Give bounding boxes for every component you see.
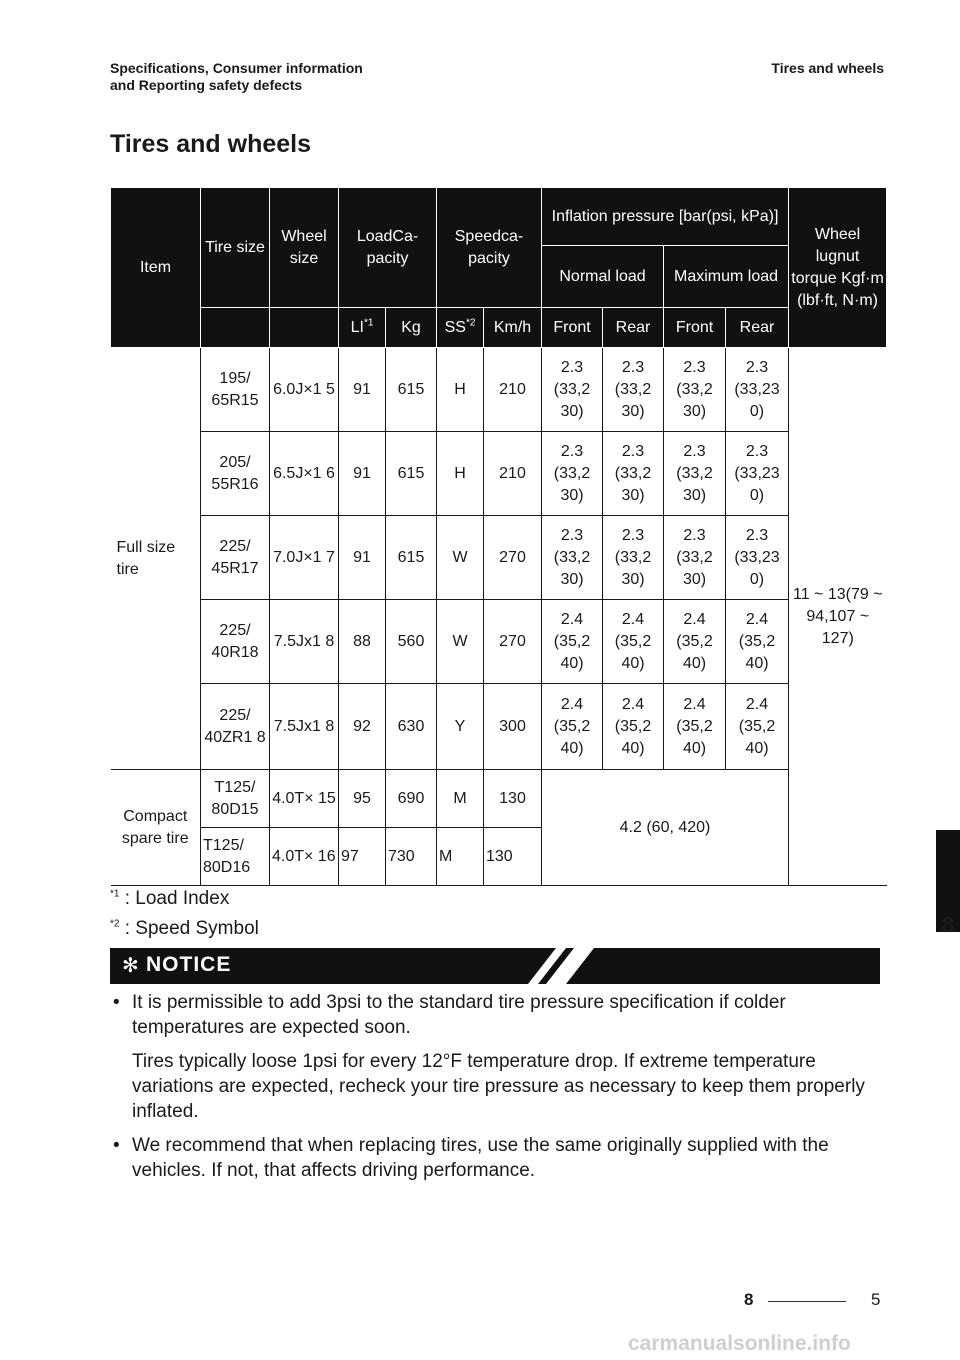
cell-kmh: 210 — [484, 348, 542, 432]
cell-normal-rear: 2.4 (35,2 40) — [603, 684, 664, 770]
footnote-1-text: : Load Index — [119, 888, 230, 909]
cell-wheel-size: 7.5Jx1 8 — [270, 600, 339, 684]
header-ss-text: SS — [444, 318, 466, 336]
header-wheel-size: Wheel size — [270, 188, 339, 308]
cell-wheel-size: 4.0T× 15 — [270, 770, 339, 828]
cell-li: 91 — [339, 516, 386, 600]
footnotes — [110, 884, 259, 944]
footnote-speed-symbol — [110, 914, 259, 944]
cell-kmh: 300 — [484, 684, 542, 770]
bullet-icon: • — [113, 1135, 120, 1156]
cell-normal-front: 2.4 (35,2 40) — [542, 600, 603, 684]
cell-wheel-size: 6.5J×1 6 — [270, 432, 339, 516]
cell-max-rear: 2.3 (33,23 0) — [726, 516, 789, 600]
cell-compact-pressure: 4.2 (60, 420) — [542, 770, 789, 886]
header-wheel-size-sub — [270, 308, 339, 348]
cell-wheel-size: 7.5Jx1 8 — [270, 684, 339, 770]
header-kmh: Km/h — [484, 308, 542, 348]
cell-li: 95 — [339, 770, 386, 828]
notice-banner — [110, 948, 880, 984]
cell-li: 88 — [339, 600, 386, 684]
cell-normal-rear: 2.3 (33,2 30) — [603, 432, 664, 516]
cell-ss: W — [437, 600, 484, 684]
footnote-1-mark: *1 — [110, 888, 120, 900]
cell-kg: 615 — [386, 348, 437, 432]
footer-divider — [768, 1301, 846, 1302]
header-li-footnote-mark: *1 — [363, 317, 374, 329]
cell-kmh: 210 — [484, 432, 542, 516]
cell-max-front: 2.3 (33,2 30) — [664, 432, 726, 516]
header-normal-load: Normal load — [542, 246, 664, 308]
footnote-load-index — [110, 884, 259, 914]
cell-kmh: 130 — [484, 828, 542, 886]
header-li-text: LI — [350, 318, 364, 336]
notice-label: NOTICE — [146, 953, 232, 976]
cell-max-front: 2.4 (35,2 40) — [664, 600, 726, 684]
table-row — [111, 432, 887, 516]
cell-tire-size: 225/ 40R18 — [201, 600, 270, 684]
table-row — [111, 600, 887, 684]
cell-normal-rear: 2.3 (33,2 30) — [603, 516, 664, 600]
cell-wheel-size: 4.0T× 16 — [270, 828, 339, 886]
cell-normal-front: 2.3 (33,2 30) — [542, 432, 603, 516]
cell-ss: Y — [437, 684, 484, 770]
footer-page-number: 5 — [871, 1290, 881, 1309]
cell-li: 91 — [339, 432, 386, 516]
cell-kmh: 270 — [484, 516, 542, 600]
chapter-side-number: 8 — [941, 912, 955, 937]
running-header-section — [110, 60, 363, 94]
header-max-rear: Rear — [726, 308, 789, 348]
header-section-line2: and Reporting safety defects — [110, 77, 303, 93]
cell-normal-front: 2.3 (33,2 30) — [542, 516, 603, 600]
header-li — [339, 308, 386, 348]
cell-normal-rear: 2.3 (33,2 30) — [603, 348, 664, 432]
cell-tire-size: T125/ 80D16 — [201, 828, 270, 886]
bullet-icon: • — [113, 992, 120, 1013]
header-kg: Kg — [386, 308, 437, 348]
cell-max-front: 2.3 (33,2 30) — [664, 348, 726, 432]
table-row — [111, 348, 887, 432]
cell-kg: 690 — [386, 770, 437, 828]
cell-normal-front: 2.4 (35,2 40) — [542, 684, 603, 770]
header-section-line1: Specifications, Consumer information — [110, 60, 363, 76]
cell-wheel-size: 6.0J×1 5 — [270, 348, 339, 432]
footnote-2-mark: *2 — [110, 918, 120, 930]
cell-tire-size: 225/ 45R17 — [201, 516, 270, 600]
header-load-capacity: LoadCa- pacity — [339, 188, 437, 308]
cell-max-front: 2.4 (35,2 40) — [664, 684, 726, 770]
header-inflation-pressure: Inflation pressure [bar(psi, kPa)] — [542, 188, 789, 246]
header-normal-rear: Rear — [603, 308, 664, 348]
notice-bullet-text: We recommend that when replacing tires, use the same originally supplied with the vehicles. If not, that affects driving performance. — [132, 1135, 829, 1181]
watermark-text: carmanualsonline.info — [628, 1332, 851, 1355]
row-group-full-size-tire: Full size tire — [111, 348, 201, 770]
notice-star-icon: ✻ — [122, 955, 139, 977]
footer-chapter-number: 8 — [744, 1290, 754, 1309]
cell-ss: M — [437, 828, 484, 886]
page-title: Tires and wheels — [110, 130, 312, 158]
cell-max-front: 2.3 (33,2 30) — [664, 516, 726, 600]
header-speed-capacity: Speedca- pacity — [437, 188, 542, 308]
table-row — [111, 684, 887, 770]
cell-max-rear: 2.4 (35,2 40) — [726, 684, 789, 770]
cell-ss: H — [437, 432, 484, 516]
header-normal-front: Front — [542, 308, 603, 348]
cell-kmh: 130 — [484, 770, 542, 828]
cell-max-rear: 2.4 (35,2 40) — [726, 600, 789, 684]
cell-wheel-size: 7.0J×1 7 — [270, 516, 339, 600]
cell-tire-size: 225/ 40ZR1 8 — [201, 684, 270, 770]
cell-normal-rear: 2.4 (35,2 40) — [603, 600, 664, 684]
cell-kmh: 270 — [484, 600, 542, 684]
cell-ss: M — [437, 770, 484, 828]
cell-lugnut-torque: 11 ~ 13(79 ~ 94,107 ~ 127) — [789, 348, 887, 886]
header-ss — [437, 308, 484, 348]
header-item: Item — [111, 188, 201, 348]
cell-kg: 630 — [386, 684, 437, 770]
header-lugnut-torque: Wheel lugnut torque Kgf·m (lbf·ft, N·m) — [789, 188, 887, 348]
cell-kg: 615 — [386, 432, 437, 516]
cell-tire-size: T125/ 80D15 — [201, 770, 270, 828]
cell-kg: 615 — [386, 516, 437, 600]
cell-tire-size: 195/ 65R15 — [201, 348, 270, 432]
cell-ss: H — [437, 348, 484, 432]
header-ss-footnote-mark: *2 — [465, 317, 476, 329]
notice-body — [110, 990, 880, 1192]
cell-li: 97 — [339, 828, 386, 886]
cell-kg: 560 — [386, 600, 437, 684]
notice-subparagraph: Tires typically loose 1psi for every 12°F temperature drop. If extreme temperature variations are expected, recheck your tire pressure as necessary to keep them properly inflated. — [132, 1051, 865, 1122]
cell-normal-front: 2.3 (33,2 30) — [542, 348, 603, 432]
notice-bullet-item — [110, 990, 880, 1040]
header-maximum-load: Maximum load — [664, 246, 789, 308]
notice-bullet-item — [110, 1133, 880, 1183]
tire-spec-table — [110, 187, 887, 886]
cell-li: 92 — [339, 684, 386, 770]
header-tire-size-sub — [201, 308, 270, 348]
cell-max-rear: 2.3 (33,23 0) — [726, 432, 789, 516]
row-group-compact-spare-tire: Compact spare tire — [111, 770, 201, 886]
notice-bullet-text: It is permissible to add 3psi to the standard tire pressure specification if colder temperatures are expected soon. — [132, 992, 786, 1038]
cell-max-rear: 2.3 (33,23 0) — [726, 348, 789, 432]
cell-kg: 730 — [386, 828, 437, 886]
header-max-front: Front — [664, 308, 726, 348]
table-row — [111, 770, 887, 828]
cell-tire-size: 205/ 55R16 — [201, 432, 270, 516]
cell-li: 91 — [339, 348, 386, 432]
table-row — [111, 516, 887, 600]
cell-ss: W — [437, 516, 484, 600]
running-header-topic: Tires and wheels — [771, 60, 884, 76]
footnote-2-text: : Speed Symbol — [119, 918, 259, 939]
header-tire-size: Tire size — [201, 188, 270, 308]
